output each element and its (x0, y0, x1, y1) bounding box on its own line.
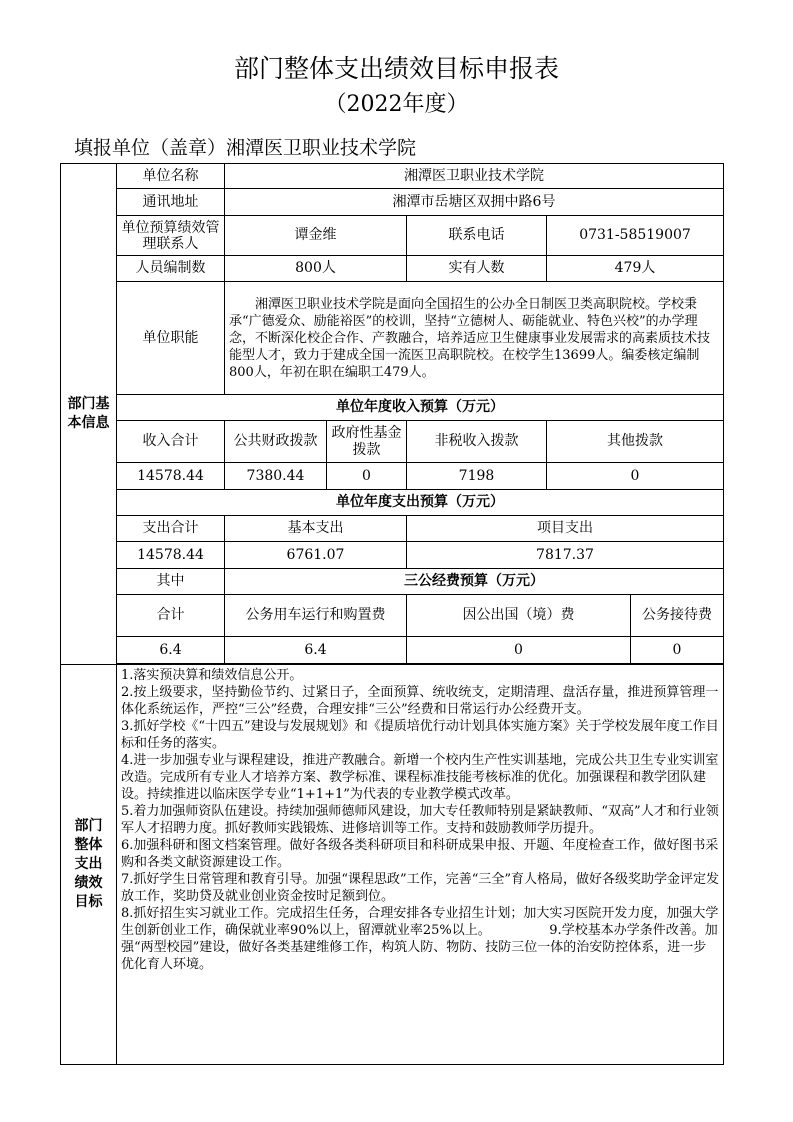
goals-label: 部门整体支出绩效目标 (61, 665, 117, 1065)
sangong-reception-header: 公务接待费 (631, 595, 724, 637)
income-fund-value: 0 (327, 463, 407, 490)
sangong-reception-value: 0 (631, 637, 724, 664)
income-nontax-header: 非税收入拨款 (407, 421, 547, 463)
sangong-total-value: 6.4 (117, 637, 225, 664)
phone-value: 0731-58519007 (547, 216, 724, 256)
phone-label: 联系电话 (407, 216, 547, 256)
income-fund-header: 政府性基金拨款 (327, 421, 407, 463)
page-year: （2022年度） (324, 92, 469, 117)
goal-item: 2.按上级要求，坚持勤俭节约、过紧日子，全面预算、统收统支，定期清理、盘活存量，推进预算管理一体化系统运作，严控“三公”经费，合理安排“三公”经费和日常运行办公经费开支。 (121, 685, 719, 717)
goal-item: 6.加强科研和图文档案管理。做好各级各类科研项目和科研成果申报、开题、年度检查工作，做好图书采购和各类文献资源建设工作。 (121, 838, 719, 870)
expense-heading: 单位年度支出预算（万元） (117, 490, 724, 516)
sangong-car-header: 公务用车运行和购置费 (225, 595, 407, 637)
basic-info-label: 部门基本信息 (61, 164, 117, 665)
duty-label: 单位职能 (117, 282, 225, 395)
budget-table (60, 163, 724, 1065)
income-other-value: 0 (547, 463, 724, 490)
expense-total-value: 14578.44 (117, 542, 225, 569)
income-total-header: 收入合计 (117, 421, 225, 463)
sangong-car-value: 6.4 (225, 637, 407, 664)
income-public-value: 7380.44 (225, 463, 327, 490)
page-title: 部门整体支出绩效目标申报表 (233, 54, 559, 83)
address-label: 通讯地址 (117, 189, 225, 216)
income-public-header: 公共财政拨款 (225, 421, 327, 463)
duty-text: 湘潭医卫职业技术学院是面向全国招生的公办全日制医卫类高职院校。学校秉承“广德爱众、励能裕医”的校训，坚持“立德树人、砺能就业、特色兴校”的办学理念，不断深化校企合作、产教融合，培养适应卫生健康事业发展需求的高素质技术技能型人才，致力于建成全国一流医卫高职院校。在校学生13699人。编委核定编制800人，年初在职在编职工479人。 (225, 282, 724, 395)
sangong-abroad-value: 0 (407, 637, 631, 664)
actual-value: 479人 (547, 256, 724, 282)
goals-text (117, 665, 724, 1065)
income-total-value: 14578.44 (117, 463, 225, 490)
income-nontax-value: 7198 (407, 463, 547, 490)
unit-name-label: 单位名称 (117, 164, 225, 189)
goal-item: 5.着力加强师资队伍建设。持续加强师德师风建设，加大专任教师特别是紧缺教师、“双高”人才和行业领军人才招聘力度。抓好教师实践锻炼、进修培训等工作。支持和鼓励教师学历提升。 (121, 804, 719, 836)
goal-item: 3.抓好学校《“十四五”建设与发展规划》和《提质培优行动计划具体实施方案》关于学校发展年度工作目标和任务的落实。 (121, 719, 719, 751)
goal-item: 7.抓好学生日常管理和教育引导。加强“课程思政”工作，完善“三全”育人格局，做好各级奖助学金评定发放工作，奖助贷及就业创业资金按时足额到位。 (121, 872, 719, 904)
sangong-abroad-header: 因公出国（境）费 (407, 595, 631, 637)
sangong-total-header: 合计 (117, 595, 225, 637)
expense-total-header: 支出合计 (117, 516, 225, 542)
expense-project-header: 项目支出 (407, 516, 724, 542)
staff-label: 人员编制数 (117, 256, 225, 282)
sangong-heading: 三公经费预算（万元） (225, 569, 724, 595)
expense-project-value: 7817.37 (407, 542, 724, 569)
goal-item: 4.进一步加强专业与课程建设，推进产教融合。新增一个校内生产性实训基地，完成公共卫生专业实训室改造。完成所有专业人才培养方案、教学标准、课程标准技能考核标准的优化。加强课程和教学团队建设。持续推进以临床医学专业“1+1+1”为代表的专业教学模式改革。 (121, 753, 719, 802)
contact-label: 单位预算绩效管理联系人 (117, 216, 225, 256)
contact-value: 谭金维 (225, 216, 407, 256)
income-other-header: 其他拨款 (547, 421, 724, 463)
expense-basic-value: 6761.07 (225, 542, 407, 569)
address-value: 湘潭市岳塘区双拥中路6号 (225, 189, 724, 216)
expense-basic-header: 基本支出 (225, 516, 407, 542)
staff-value: 800人 (225, 256, 407, 282)
filling-unit: 填报单位（盖章）湘潭医卫职业技术学院 (74, 137, 417, 159)
income-heading: 单位年度收入预算（万元） (117, 395, 724, 421)
actual-label: 实有人数 (407, 256, 547, 282)
among-label: 其中 (117, 569, 225, 595)
goal-item: 1.落实预决算和绩效信息公开。 (121, 668, 303, 683)
unit-name-value: 湘潭医卫职业技术学院 (225, 164, 724, 189)
goal-item: 8.抓好招生实习就业工作。完成招生任务，合理安排各专业招生计划；加大实习医院开发力度，加强大学生创新创业工作，确保就业率90%以上，留潭就业率25%以上。 9.学校基本办学条件改善。加强“两型校园”建设，做好各类基建维修工作，构筑人防、物防、技防三位一体的治安防控体系，进一步优化育人环境。 (121, 906, 719, 972)
